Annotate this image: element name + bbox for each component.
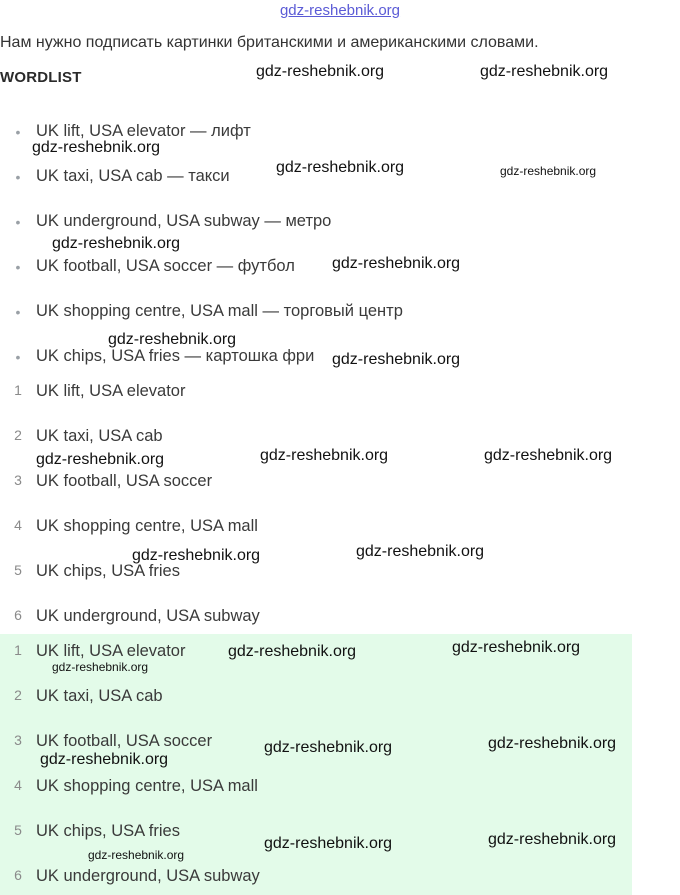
watermark: gdz-reshebnik.org xyxy=(264,739,393,756)
site-header-link[interactable]: gdz-reshebnik.org xyxy=(279,2,401,19)
answer-item-text: UK football, USA soccer xyxy=(36,732,213,750)
bullet-icon: • xyxy=(15,124,21,140)
item-number: 1 xyxy=(14,642,22,658)
watermark: gdz-reshebnik.org xyxy=(332,351,461,368)
answer-item-text: UK underground, USA subway xyxy=(36,867,260,885)
wordlist-item-text: UK lift, USA elevator — лифт xyxy=(36,122,251,140)
answer-item-text: UK taxi, USA cab xyxy=(36,687,163,705)
item-number: 5 xyxy=(14,562,22,578)
wordlist-heading: WORDLIST xyxy=(0,69,82,86)
watermark: gdz-reshebnik.org xyxy=(32,139,161,156)
watermark: gdz-reshebnik.org xyxy=(452,639,581,656)
item-number: 3 xyxy=(14,472,22,488)
watermark: gdz-reshebnik.org xyxy=(480,63,609,80)
exercise-item-text: UK taxi, USA cab xyxy=(36,427,163,445)
watermark: gdz-reshebnik.org xyxy=(256,63,385,80)
item-number: 2 xyxy=(14,427,22,443)
item-number: 6 xyxy=(14,867,22,883)
watermark: gdz-reshebnik.org xyxy=(264,835,393,852)
wordlist-item-text: UK chips, USA fries — картошка фри xyxy=(36,347,315,365)
item-number: 5 xyxy=(14,822,22,838)
watermark: gdz-reshebnik.org xyxy=(276,159,405,176)
wordlist-item-text: UK underground, USA subway — метро xyxy=(36,212,332,230)
exercise-item-text: UK shopping centre, USA mall xyxy=(36,517,258,535)
exercise-item-text: UK chips, USA fries xyxy=(36,562,180,580)
task-description: Нам нужно подписать картинки британскими и американскими словами. xyxy=(0,34,539,51)
wordlist-item-text: UK football, USA soccer — футбол xyxy=(36,257,295,275)
watermark: gdz-reshebnik.org xyxy=(52,660,149,674)
bullet-icon: • xyxy=(15,349,21,365)
item-number: 3 xyxy=(14,732,22,748)
watermark: gdz-reshebnik.org xyxy=(228,643,357,660)
exercise-item-text: UK underground, USA subway xyxy=(36,607,260,625)
watermark: gdz-reshebnik.org xyxy=(40,751,169,768)
watermark: gdz-reshebnik.org xyxy=(36,451,165,468)
item-number: 2 xyxy=(14,687,22,703)
watermark: gdz-reshebnik.org xyxy=(88,848,185,862)
watermark: gdz-reshebnik.org xyxy=(488,831,617,848)
watermark: gdz-reshebnik.org xyxy=(500,164,597,178)
watermark: gdz-reshebnik.org xyxy=(52,235,181,252)
answer-item-text: UK lift, USA elevator xyxy=(36,642,186,660)
exercise-item-text: UK lift, USA elevator xyxy=(36,382,186,400)
watermark: gdz-reshebnik.org xyxy=(332,255,461,272)
answer-item-text: UK chips, USA fries xyxy=(36,822,180,840)
watermark: gdz-reshebnik.org xyxy=(484,447,613,464)
item-number: 6 xyxy=(14,607,22,623)
watermark: gdz-reshebnik.org xyxy=(356,543,485,560)
item-number: 1 xyxy=(14,382,22,398)
bullet-icon: • xyxy=(15,304,21,320)
watermark: gdz-reshebnik.org xyxy=(132,547,261,564)
exercise-item-text: UK football, USA soccer xyxy=(36,472,213,490)
wordlist-item-text: UK shopping centre, USA mall — торговый центр xyxy=(36,302,403,320)
bullet-icon: • xyxy=(15,259,21,275)
watermark: gdz-reshebnik.org xyxy=(260,447,389,464)
answer-item-text: UK shopping centre, USA mall xyxy=(36,777,258,795)
watermark: gdz-reshebnik.org xyxy=(108,331,237,348)
item-number: 4 xyxy=(14,777,22,793)
watermark: gdz-reshebnik.org xyxy=(488,735,617,752)
wordlist-item-text: UK taxi, USA cab — такси xyxy=(36,167,230,185)
bullet-icon: • xyxy=(15,169,21,185)
item-number: 4 xyxy=(14,517,22,533)
bullet-icon: • xyxy=(15,214,21,230)
